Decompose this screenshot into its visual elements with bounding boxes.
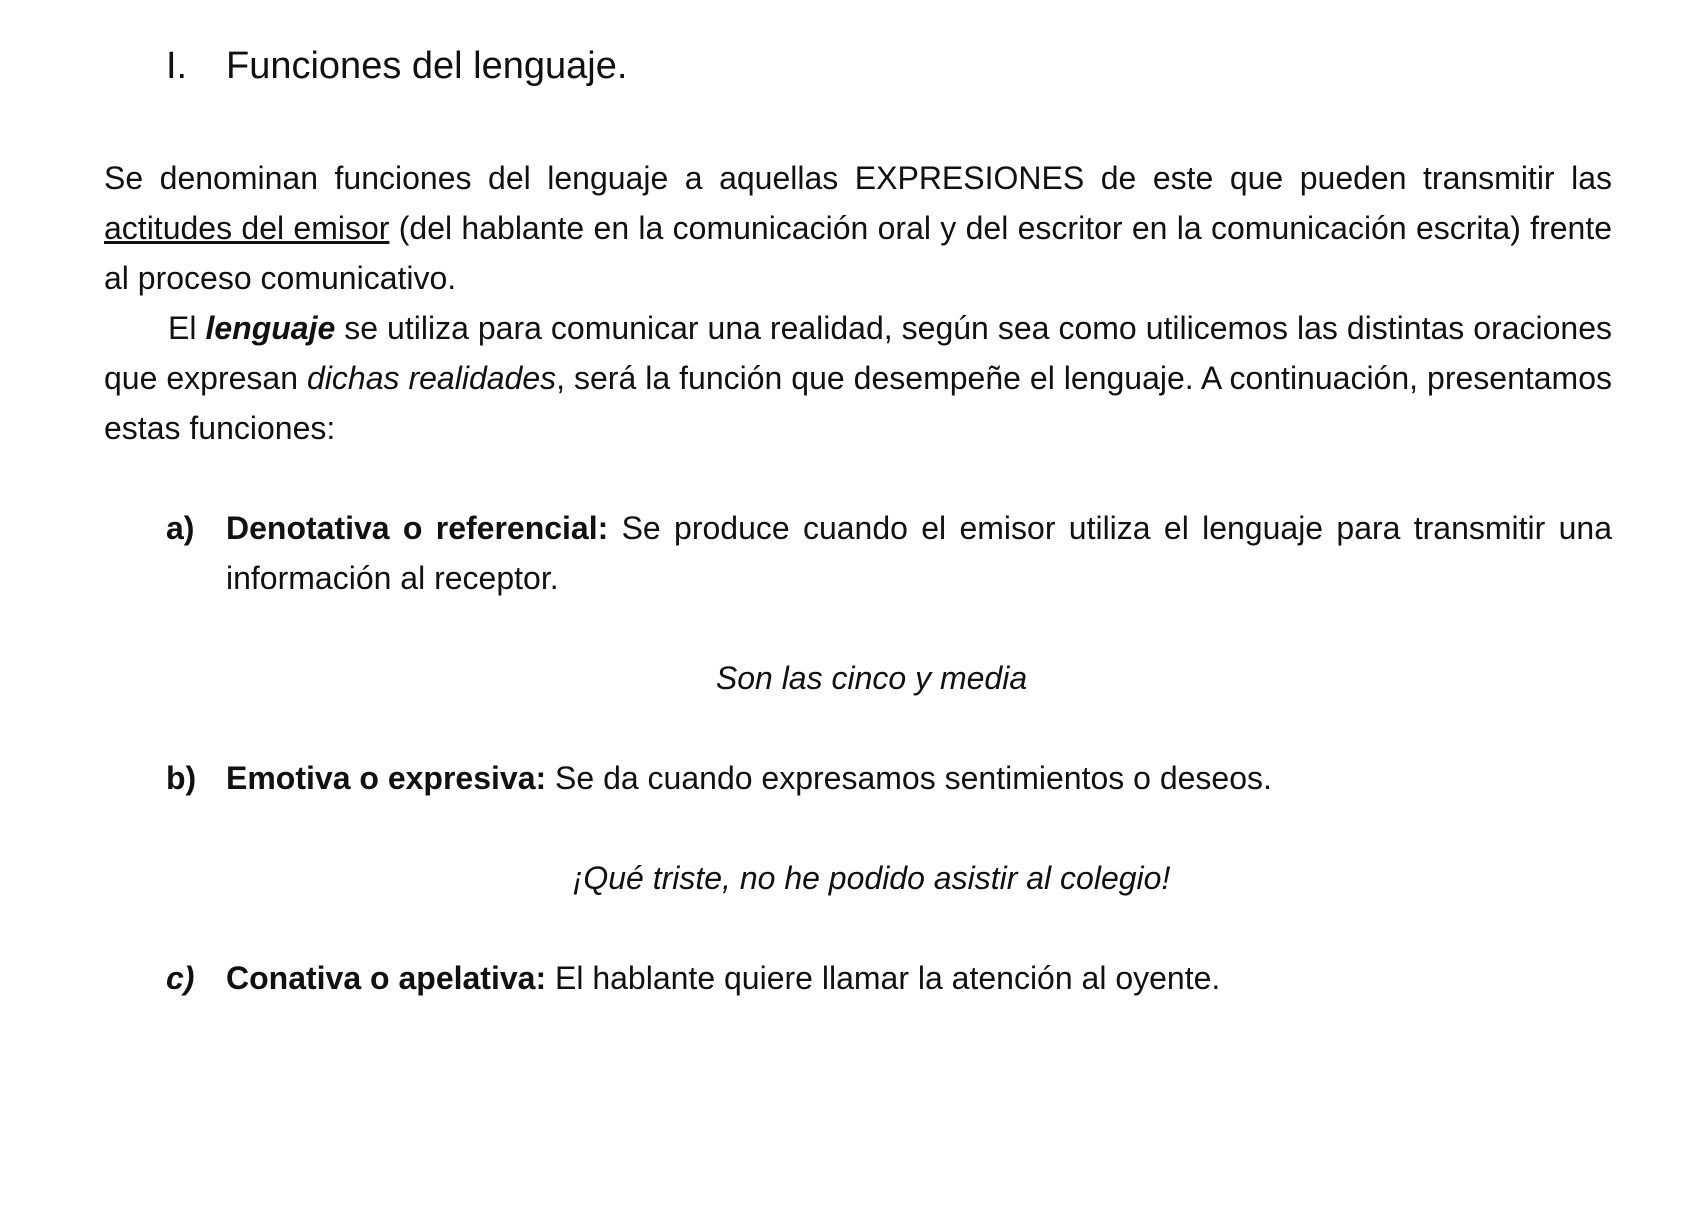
- function-description: Se da cuando expresamos sentimientos o deseos.: [546, 760, 1272, 796]
- intro-underlined-phrase: actitudes del emisor: [104, 210, 390, 246]
- example-emotiva: ¡Qué triste, no he podido asistir al colegio!: [572, 860, 1171, 896]
- second-text-end: , será la función que desempeñe el lenguaje. A continuación, presentamos estas funciones:: [104, 360, 1613, 446]
- section-heading: [166, 38, 627, 94]
- function-body: [226, 503, 1612, 603]
- second-text-start: El: [168, 310, 206, 346]
- function-item-emotiva: [166, 753, 1612, 803]
- intro-text-end: (del hablante en la comunicación oral y del escritor en la comunicación escrita) frente al proceso comunicativo.: [104, 210, 1613, 296]
- function-marker: c): [166, 960, 195, 996]
- function-description: El hablante quiere llamar la atención al oyente.: [546, 960, 1221, 996]
- function-term: Denotativa o referencial:: [226, 510, 609, 546]
- section-number: I.: [166, 45, 188, 87]
- intro-text-start: Se denominan funciones del lenguaje a aquellas EXPRESIONES de este que pueden transmitir las: [104, 160, 1612, 196]
- section-title: Funciones del lenguaje.: [226, 45, 628, 87]
- second-paragraph: [104, 303, 1612, 453]
- function-marker: b): [166, 760, 197, 796]
- function-term: Emotiva o expresiva:: [226, 760, 547, 796]
- intro-paragraph: [104, 153, 1612, 303]
- function-term: Conativa o apelativa:: [226, 960, 547, 996]
- function-description: Se produce cuando el emisor utiliza el lenguaje para transmitir una información al receptor.: [226, 510, 1613, 596]
- function-marker: a): [166, 510, 195, 546]
- second-text-middle: se utiliza para comunicar una realidad, según sea como utilicemos las distintas oraciones que expresan: [104, 310, 1613, 396]
- second-italic-phrase: dichas realidades: [307, 360, 557, 396]
- example-denotativa: Son las cinco y media: [715, 660, 1028, 696]
- function-body: [226, 753, 1612, 803]
- second-bold-italic-word: lenguaje: [205, 310, 336, 346]
- function-item-denotativa: [166, 503, 1612, 603]
- function-item-conativa: [166, 953, 1612, 1003]
- function-body: [226, 953, 1612, 1003]
